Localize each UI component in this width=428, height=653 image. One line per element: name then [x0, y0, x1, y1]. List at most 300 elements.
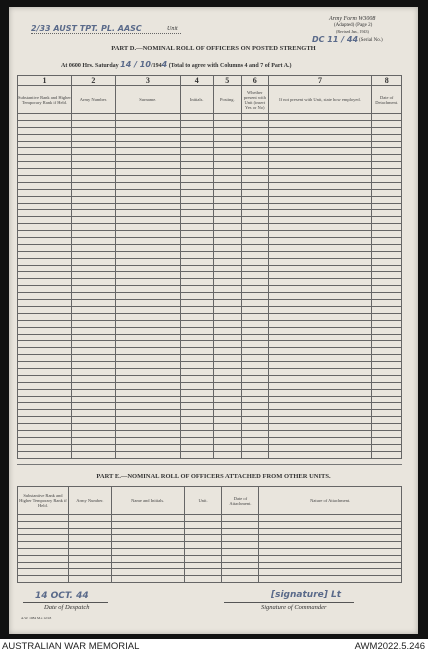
table-cell: [18, 403, 72, 410]
table-cell: [213, 189, 242, 196]
table-cell: [242, 403, 268, 410]
table-cell: [242, 148, 268, 155]
table-cell: [268, 300, 372, 307]
table-row: [18, 521, 402, 528]
table-cell: [242, 244, 268, 251]
table-cell: [242, 410, 268, 417]
table-cell: [372, 362, 402, 369]
table-cell: [71, 362, 115, 369]
table-row: [18, 155, 402, 162]
table-cell: [268, 368, 372, 375]
table-cell: [213, 217, 242, 224]
unit-underline: [31, 33, 181, 34]
table-cell: [372, 424, 402, 431]
table-cell: [115, 327, 180, 334]
table-cell: [372, 286, 402, 293]
year-handwritten: 4: [161, 60, 168, 69]
table-row: [18, 515, 402, 522]
table-cell: [268, 189, 372, 196]
table-cell: [222, 521, 259, 528]
table-cell: [268, 327, 372, 334]
table-cell: [71, 141, 115, 148]
table-cell: [115, 313, 180, 320]
table-cell: [242, 251, 268, 258]
table-cell: [115, 293, 180, 300]
table-cell: [180, 210, 213, 217]
table-cell: [242, 265, 268, 272]
table-cell: [111, 521, 184, 528]
table-cell: [180, 203, 213, 210]
table-cell: [242, 258, 268, 265]
table-cell: [242, 362, 268, 369]
table-cell: [259, 542, 402, 549]
table-cell: [111, 542, 184, 549]
table-cell: [372, 437, 402, 444]
table-cell: [213, 320, 242, 327]
table-cell: [68, 555, 111, 562]
table-cell: [372, 410, 402, 417]
table-cell: [18, 437, 72, 444]
table-cell: [372, 430, 402, 437]
table-cell: [222, 569, 259, 576]
table-cell: [372, 189, 402, 196]
table-cell: [184, 542, 222, 549]
table-cell: [71, 286, 115, 293]
table-cell: [213, 258, 242, 265]
table-cell: [268, 203, 372, 210]
table-cell: [213, 114, 242, 121]
table-cell: [18, 114, 72, 121]
table-cell: [71, 189, 115, 196]
table-cell: [242, 334, 268, 341]
table-cell: [242, 313, 268, 320]
table-cell: [213, 313, 242, 320]
table-cell: [71, 417, 115, 424]
table-cell: [213, 224, 242, 231]
form-name: Army Form W3008: [329, 16, 376, 22]
table-cell: [180, 127, 213, 134]
table-cell: [180, 293, 213, 300]
table-cell: [372, 368, 402, 375]
table-cell: [259, 528, 402, 535]
table-cell: [184, 515, 222, 522]
table-cell: [242, 155, 268, 162]
table-cell: [180, 162, 213, 169]
table-cell: [372, 396, 402, 403]
table-cell: [372, 444, 402, 451]
table-cell: [71, 451, 115, 458]
table-cell: [115, 320, 180, 327]
table-cell: [268, 362, 372, 369]
table-cell: [213, 196, 242, 203]
table-cell: [213, 437, 242, 444]
table-cell: [268, 251, 372, 258]
despatch-line: [23, 602, 108, 603]
table-row: [18, 535, 402, 542]
table-cell: [18, 189, 72, 196]
table-row: [18, 410, 402, 417]
table-cell: [213, 424, 242, 431]
table-cell: [268, 403, 372, 410]
table-row: [18, 203, 402, 210]
table-cell: [180, 148, 213, 155]
col-header: Army Number.: [71, 86, 115, 114]
table-cell: [18, 562, 69, 569]
table-cell: [242, 444, 268, 451]
table-row: [18, 114, 402, 121]
table-row: [18, 169, 402, 176]
table-cell: [213, 382, 242, 389]
table-cell: [180, 362, 213, 369]
table-cell: [180, 120, 213, 127]
table-cell: [180, 258, 213, 265]
table-row: [18, 210, 402, 217]
table-cell: [115, 189, 180, 196]
table-row: [18, 141, 402, 148]
table-cell: [180, 348, 213, 355]
table-cell: [18, 286, 72, 293]
table-cell: [18, 528, 69, 535]
table-cell: [184, 569, 222, 576]
table-cell: [242, 210, 268, 217]
table-cell: [222, 576, 259, 583]
table-cell: [115, 176, 180, 183]
table-cell: [213, 403, 242, 410]
table-cell: [268, 176, 372, 183]
table-row: [18, 176, 402, 183]
table-cell: [268, 375, 372, 382]
table-cell: [68, 535, 111, 542]
table-cell: [184, 521, 222, 528]
table-cell: [268, 258, 372, 265]
table-cell: [111, 515, 184, 522]
col-header: Date of Attachment.: [222, 487, 259, 515]
table-cell: [242, 355, 268, 362]
col-header: Date of Detachment.: [372, 86, 402, 114]
table-cell: [242, 203, 268, 210]
table-cell: [180, 265, 213, 272]
table-cell: [68, 515, 111, 522]
table-cell: [71, 355, 115, 362]
table-cell: [268, 169, 372, 176]
table-cell: [242, 141, 268, 148]
table-cell: [18, 410, 72, 417]
table-cell: [18, 258, 72, 265]
table-cell: [268, 217, 372, 224]
table-cell: [372, 155, 402, 162]
table-cell: [242, 451, 268, 458]
col-number: 7: [268, 76, 372, 86]
column-header-row: [18, 86, 402, 114]
signature-line: [224, 602, 354, 603]
table-row: [18, 562, 402, 569]
table-row: [18, 437, 402, 444]
table-cell: [71, 251, 115, 258]
table-cell: [242, 424, 268, 431]
table-cell: [71, 169, 115, 176]
table-row: [18, 389, 402, 396]
table-cell: [180, 217, 213, 224]
table-cell: [115, 162, 180, 169]
table-cell: [18, 224, 72, 231]
table-cell: [18, 451, 72, 458]
table-cell: [115, 286, 180, 293]
table-cell: [268, 348, 372, 355]
table-cell: [18, 515, 69, 522]
table-cell: [180, 300, 213, 307]
table-cell: [242, 224, 268, 231]
table-cell: [111, 528, 184, 535]
table-cell: [259, 555, 402, 562]
table-cell: [180, 196, 213, 203]
table-cell: [18, 141, 72, 148]
table-cell: [268, 238, 372, 245]
table-cell: [372, 148, 402, 155]
table-cell: [180, 272, 213, 279]
table-cell: [18, 320, 72, 327]
table-cell: [372, 451, 402, 458]
table-cell: [18, 389, 72, 396]
table-cell: [180, 251, 213, 258]
date-handwritten: 14 / 10: [120, 60, 151, 69]
table-row: [18, 451, 402, 458]
table-cell: [268, 389, 372, 396]
col-header: Unit.: [184, 487, 222, 515]
table-cell: [180, 286, 213, 293]
table-row: [18, 368, 402, 375]
part-e-body: [18, 515, 402, 583]
col-header: Whether present with Unit (insert Yes or No): [242, 86, 268, 114]
table-cell: [242, 293, 268, 300]
table-cell: [184, 548, 222, 555]
table-cell: [213, 375, 242, 382]
table-cell: [180, 169, 213, 176]
table-cell: [213, 389, 242, 396]
table-cell: [111, 555, 184, 562]
table-cell: [71, 210, 115, 217]
table-cell: [213, 182, 242, 189]
table-cell: [242, 286, 268, 293]
table-cell: [71, 320, 115, 327]
table-row: [18, 444, 402, 451]
table-cell: [111, 569, 184, 576]
table-cell: [18, 375, 72, 382]
table-cell: [71, 258, 115, 265]
table-cell: [372, 210, 402, 217]
table-row: [18, 542, 402, 549]
table-cell: [115, 217, 180, 224]
table-cell: [115, 196, 180, 203]
table-cell: [242, 120, 268, 127]
table-cell: [71, 272, 115, 279]
table-cell: [268, 148, 372, 155]
table-cell: [268, 382, 372, 389]
table-cell: [71, 375, 115, 382]
table-row: [18, 231, 402, 238]
col-number: 3: [115, 76, 180, 86]
table-cell: [115, 169, 180, 176]
table-cell: [18, 306, 72, 313]
table-cell: [222, 528, 259, 535]
col-header: If not present with Unit, state how employed.: [268, 86, 372, 114]
table-cell: [213, 396, 242, 403]
col-number: 4: [180, 76, 213, 86]
table-cell: [180, 279, 213, 286]
table-cell: [242, 306, 268, 313]
table-cell: [115, 306, 180, 313]
table-cell: [213, 162, 242, 169]
table-cell: [115, 155, 180, 162]
table-cell: [213, 272, 242, 279]
table-cell: [372, 389, 402, 396]
table-cell: [213, 148, 242, 155]
table-cell: [18, 417, 72, 424]
table-cell: [213, 451, 242, 458]
table-row: [18, 120, 402, 127]
table-cell: [242, 430, 268, 437]
table-cell: [372, 217, 402, 224]
table-row: [18, 355, 402, 362]
table-cell: [372, 341, 402, 348]
table-cell: [18, 169, 72, 176]
table-cell: [213, 341, 242, 348]
table-cell: [213, 265, 242, 272]
table-cell: [115, 362, 180, 369]
table-cell: [71, 217, 115, 224]
at-suffix: (Total to agree with Columns 4 and 7 of Part A.): [168, 63, 292, 69]
table-cell: [71, 120, 115, 127]
table-cell: [18, 293, 72, 300]
table-cell: [18, 231, 72, 238]
table-cell: [242, 272, 268, 279]
table-cell: [71, 148, 115, 155]
table-cell: [242, 162, 268, 169]
table-cell: [222, 535, 259, 542]
table-cell: [180, 320, 213, 327]
table-cell: [372, 279, 402, 286]
table-cell: [372, 272, 402, 279]
table-cell: [180, 224, 213, 231]
col-number: 6: [242, 76, 268, 86]
table-cell: [71, 162, 115, 169]
table-cell: [268, 396, 372, 403]
col-header: Initials.: [180, 86, 213, 114]
table-cell: [222, 542, 259, 549]
form-revised: (Revised Jan., 1943): [336, 29, 369, 34]
table-cell: [111, 576, 184, 583]
column-header-row: [18, 487, 402, 515]
table-cell: [71, 424, 115, 431]
table-cell: [18, 576, 69, 583]
table-cell: [268, 306, 372, 313]
table-row: [18, 265, 402, 272]
table-cell: [213, 327, 242, 334]
table-cell: [71, 244, 115, 251]
table-cell: [71, 293, 115, 300]
table-cell: [18, 355, 72, 362]
table-cell: [111, 548, 184, 555]
table-cell: [213, 120, 242, 127]
table-cell: [180, 231, 213, 238]
table-cell: [180, 244, 213, 251]
table-cell: [242, 300, 268, 307]
table-cell: [268, 437, 372, 444]
table-cell: [268, 313, 372, 320]
table-cell: [213, 300, 242, 307]
table-cell: [71, 176, 115, 183]
table-cell: [71, 127, 115, 134]
table-cell: [18, 396, 72, 403]
unit-handwritten: 2/33 AUST TPT. PL. AASC: [31, 24, 142, 33]
table-row: [18, 548, 402, 555]
table-cell: [259, 576, 402, 583]
col-header: Name and Initials.: [111, 487, 184, 515]
table-cell: [71, 279, 115, 286]
table-cell: [115, 244, 180, 251]
table-cell: [213, 127, 242, 134]
table-cell: [18, 362, 72, 369]
table-cell: [268, 320, 372, 327]
part-d-table: [17, 75, 402, 459]
at-prefix: At 0600 Hrs. Saturday: [61, 63, 119, 69]
table-cell: [372, 265, 402, 272]
table-cell: [372, 258, 402, 265]
table-cell: [372, 224, 402, 231]
table-row: [18, 286, 402, 293]
table-cell: [372, 382, 402, 389]
table-cell: [268, 444, 372, 451]
serial-label: (Serial No.): [359, 38, 383, 43]
table-row: [18, 134, 402, 141]
table-row: [18, 362, 402, 369]
table-cell: [242, 417, 268, 424]
table-cell: [372, 300, 402, 307]
table-cell: [71, 444, 115, 451]
part-d-at-line: [61, 60, 292, 69]
table-cell: [115, 424, 180, 431]
table-cell: [268, 334, 372, 341]
table-cell: [180, 375, 213, 382]
table-cell: [268, 196, 372, 203]
table-cell: [259, 562, 402, 569]
table-cell: [372, 327, 402, 334]
part-e-table: [17, 486, 402, 583]
table-row: [18, 251, 402, 258]
table-cell: [68, 562, 111, 569]
table-cell: [213, 362, 242, 369]
signature-label: Signature of Commander: [261, 604, 327, 611]
table-cell: [18, 430, 72, 437]
table-cell: [115, 127, 180, 134]
table-cell: [180, 437, 213, 444]
table-cell: [71, 265, 115, 272]
col-header: Nature of Attachment.: [259, 487, 402, 515]
table-cell: [213, 238, 242, 245]
table-cell: [71, 327, 115, 334]
table-cell: [180, 368, 213, 375]
table-cell: [18, 569, 69, 576]
table-cell: [71, 334, 115, 341]
table-cell: [242, 134, 268, 141]
table-cell: [18, 334, 72, 341]
table-cell: [242, 279, 268, 286]
table-cell: [222, 548, 259, 555]
table-cell: [115, 403, 180, 410]
table-cell: [213, 417, 242, 424]
col-header: Surname.: [115, 86, 180, 114]
part-d-body: [18, 114, 402, 459]
table-cell: [18, 444, 72, 451]
